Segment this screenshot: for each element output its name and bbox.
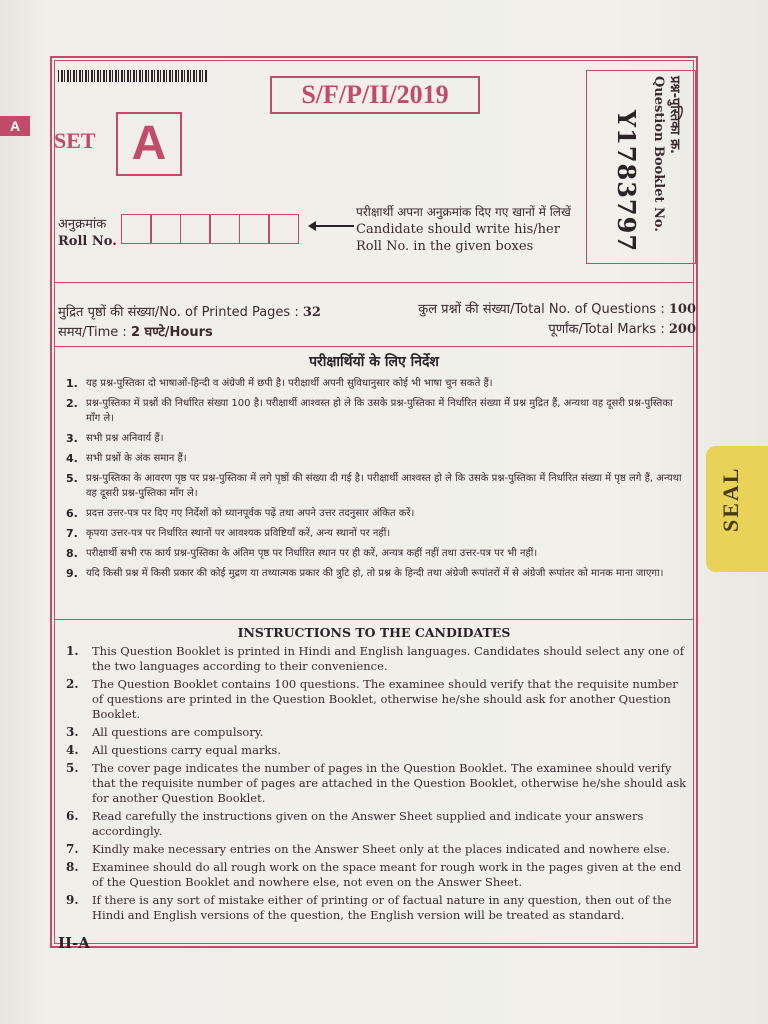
set-letter: A (116, 112, 182, 176)
printed-pages: मुद्रित पृष्ठों की संख्या/No. of Printed Pages : 32 (58, 305, 321, 320)
instruction-text: सभी प्रश्नों के अंक समान हैं। (86, 453, 187, 464)
hindi-instructions-list (66, 376, 686, 586)
instruction-number: 1. (66, 644, 79, 658)
instruction-text: If there is any sort of mistake either of printing or of factual nature in any question, then out of the Hindi and English versions of the question, the English version will be treated as standard. (92, 893, 672, 922)
seal-label: SEAL (718, 466, 743, 532)
instruction-number: 4. (66, 452, 78, 465)
seal-tab (706, 446, 768, 572)
instruction-item (66, 431, 686, 446)
time-allowed: समय/Time : 2 घण्टे/Hours (58, 325, 213, 340)
roll-number-cell[interactable] (180, 214, 211, 244)
roll-number-cell[interactable] (209, 214, 240, 244)
instruction-text: All questions are compulsory. (92, 725, 264, 739)
total-questions: कुल प्रश्नों की संख्या/Total No. of Questions : 100 (418, 302, 696, 317)
roll-number-cell[interactable] (150, 214, 181, 244)
roll-instruction (356, 204, 592, 255)
instruction-text: This Question Booklet is printed in Hindi and English languages. Candidates should select any one of the two languages according to their convenience. (92, 644, 684, 673)
paper-code: S/F/P/II/2019 (270, 76, 480, 114)
roll-note-english-2: Roll No. in the given boxes (356, 239, 534, 254)
english-instructions-list (66, 644, 690, 926)
booklet-label (648, 76, 682, 266)
instruction-item (66, 471, 686, 501)
booklet-label-english: Question Booklet No. (651, 76, 666, 232)
instruction-text: प्रदत्त उत्तर-पत्र पर दिए गए निर्देशों को ध्यानपूर्वक पढ़ें तथा अपने उत्तर तदनुसार अंकित करें। (86, 508, 415, 519)
page-footer: II-A (58, 934, 90, 952)
roll-number-cell[interactable] (121, 214, 152, 244)
instruction-text: प्रश्न-पुस्तिका के आवरण पृष्ठ पर प्रश्न-पुस्तिका में लगे पृष्ठों की संख्या दी गई है। परीक्षार्थी आश्वस्त हो ले कि उसके प्रश्न-पुस्तिका में निर्धारित संख्या में पृष्ठ लगे हैं, अन्यथा वह दूसरी प्रश्न-पुस्तिका माँग ले। (86, 473, 682, 499)
roll-number-boxes (122, 214, 299, 244)
instruction-item (66, 546, 686, 561)
barcode (58, 70, 208, 82)
divider (54, 346, 694, 347)
instruction-number: 5. (66, 472, 78, 485)
instruction-item (66, 376, 686, 391)
instruction-item (66, 451, 686, 466)
instruction-number: 7. (66, 527, 78, 540)
instruction-item (66, 743, 690, 758)
booklet-number: Y1783797 (612, 110, 641, 253)
total-marks: पूर्णांक/Total Marks : 200 (548, 322, 696, 337)
instruction-number: 3. (66, 432, 78, 445)
instruction-item (66, 526, 686, 541)
instruction-item (66, 644, 690, 674)
set-label: SET (54, 128, 96, 153)
instruction-text: परीक्षार्थी सभी रफ कार्य प्रश्न-पुस्तिका के अंतिम पृष्ठ पर निर्धारित स्थान पर ही करें, अन्यत्र कहीं नहीं तथा उत्तर-पत्र पर भी नहीं। (86, 548, 538, 559)
roll-note-english-1: Candidate should write his/her (356, 222, 560, 237)
instruction-item (66, 860, 690, 890)
instruction-number: 3. (66, 725, 79, 739)
instruction-number: 9. (66, 893, 79, 907)
instruction-number: 8. (66, 547, 78, 560)
hindi-instructions-title: परीक्षार्थियों के लिए निर्देश (309, 354, 439, 370)
roll-number-cell[interactable] (239, 214, 270, 244)
instruction-text: The cover page indicates the number of pages in the Question Booklet. The examinee should verify that the requisite number of pages are attached in the Question Booklet, otherwise he/she should ask for another Question Booklet. (92, 761, 687, 805)
instruction-text: कृपया उत्तर-पत्र पर निर्धारित स्थानों पर आवश्यक प्रविष्टियाँ करें, अन्य स्थानों पर नहीं। (86, 528, 391, 539)
instruction-item (66, 725, 690, 740)
divider (54, 619, 694, 620)
instruction-item (66, 396, 686, 426)
instruction-number: 4. (66, 743, 79, 757)
instruction-number: 1. (66, 377, 78, 390)
instruction-text: The Question Booklet contains 100 questions. The examinee should verify that the requisite number of questions are printed in the Question Booklet, otherwise he/she should ask for another Question Booklet. (92, 677, 678, 721)
instruction-number: 5. (66, 761, 79, 775)
instruction-text: सभी प्रश्न अनिवार्य हैं। (86, 433, 164, 444)
instruction-item (66, 566, 686, 581)
instruction-number: 8. (66, 860, 79, 874)
booklet-label-hindi: प्रश्न-पुस्तिका क्र. (667, 76, 682, 155)
instruction-number: 2. (66, 397, 78, 410)
instruction-item (66, 506, 686, 521)
instruction-text: Read carefully the instructions given on the Answer Sheet supplied and indicate your answers accordingly. (92, 809, 644, 838)
instruction-text: यदि किसी प्रश्न में किसी प्रकार की कोई मुद्रण या तथ्यात्मक प्रकार की त्रुटि हो, तो प्रश्न के हिन्दी तथा अंग्रेजी रूपांतरों में से अंग्रेजी रूपांतर को मानक माना जाएगा। (86, 568, 664, 579)
roll-label-english: Roll No. (58, 234, 117, 249)
instruction-item (66, 761, 690, 806)
roll-note-hindi: परीक्षार्थी अपना अनुक्रमांक दिए गए खानों में लिखें (356, 205, 571, 219)
instruction-number: 9. (66, 567, 78, 580)
arrow-left-icon (314, 225, 354, 227)
instruction-number: 7. (66, 842, 79, 856)
instruction-item (66, 809, 690, 839)
instruction-text: Examinee should do all rough work on the space meant for rough work in the pages given at the end of the Question Booklet and nowhere else, not even on the Answer Sheet. (92, 860, 682, 889)
instruction-text: प्रश्न-पुस्तिका में प्रश्नों की निर्धारित संख्या 100 है। परीक्षार्थी आश्वस्त हो ले कि उसके प्रश्न-पुस्तिका में निर्धारित संख्या में प्रश्न मुद्रित हैं, अन्यथा वह दूसरी प्रश्न-पुस्तिका माँग ले। (86, 398, 673, 424)
instruction-item (66, 893, 690, 923)
divider (54, 282, 694, 283)
instruction-item (66, 842, 690, 857)
instruction-number: 2. (66, 677, 79, 691)
instruction-text: All questions carry equal marks. (92, 743, 281, 757)
english-instructions-title: INSTRUCTIONS TO THE CANDIDATES (237, 625, 511, 640)
set-side-tab: A (0, 116, 30, 136)
instruction-number: 6. (66, 507, 78, 520)
instruction-text: यह प्रश्न-पुस्तिका दो भाषाओं-हिन्दी व अंग्रेजी में छपी है। परीक्षार्थी अपनी सुविधानुसार कोई भी भाषा चुन सकते हैं। (86, 378, 493, 389)
instruction-item (66, 677, 690, 722)
instruction-number: 6. (66, 809, 79, 823)
roll-number-cell[interactable] (268, 214, 299, 244)
roll-label-hindi: अनुक्रमांक (58, 217, 107, 232)
instruction-text: Kindly make necessary entries on the Answer Sheet only at the places indicated and nowhere else. (92, 842, 671, 856)
